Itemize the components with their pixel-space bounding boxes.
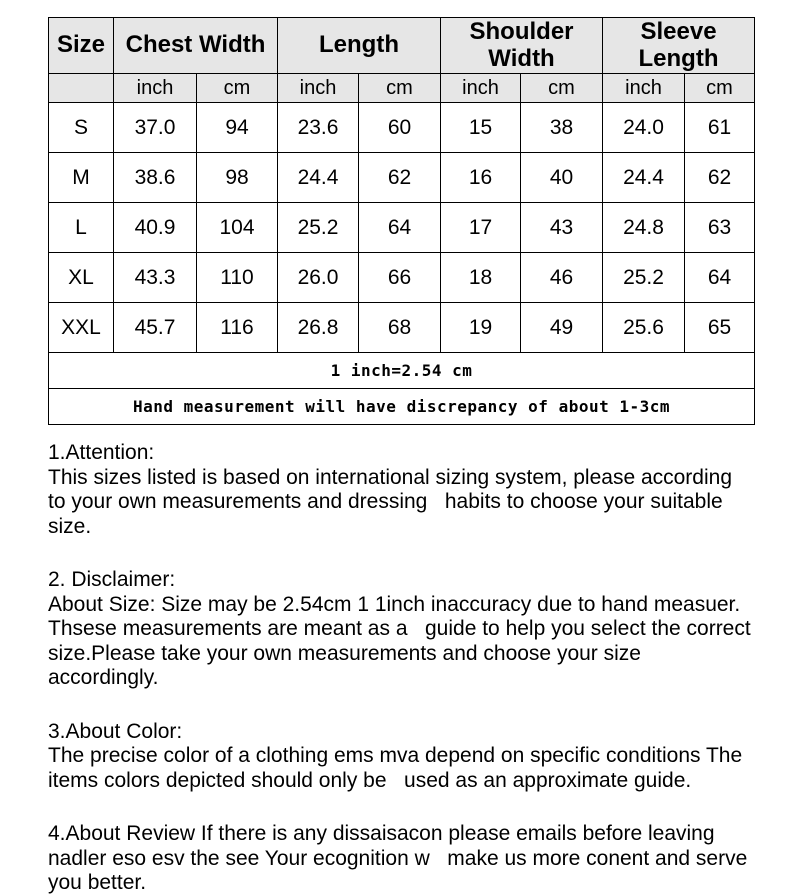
size-cell: XL [49, 253, 114, 303]
unit-cell-inch: inch [278, 74, 359, 103]
note-body: The precise color of a clothing ems mva depend on specific conditions The items colors depicted should only be used as an approximate guide. [48, 744, 749, 792]
measurement-cell: 24.8 [603, 203, 685, 253]
unit-cell-cm: cm [197, 74, 278, 103]
note-heading: 1.Attention: [48, 441, 155, 464]
table-row [49, 253, 755, 303]
unit-cell-cm: cm [359, 74, 441, 103]
table-row [49, 153, 755, 203]
measurement-cell: 18 [441, 253, 521, 303]
measurement-cell: 110 [197, 253, 278, 303]
header-cell-sleeve-length: Sleeve Length [603, 18, 755, 74]
header-cell-size: Size [49, 18, 114, 74]
unit-cell-inch: inch [603, 74, 685, 103]
measurement-cell: 66 [359, 253, 441, 303]
measurement-cell: 26.8 [278, 303, 359, 353]
measurement-cell: 64 [685, 253, 755, 303]
measurement-cell: 43 [521, 203, 603, 253]
measurement-cell: 17 [441, 203, 521, 253]
measurement-cell: 24.4 [278, 153, 359, 203]
measurement-cell: 60 [359, 103, 441, 153]
unit-cell-cm: cm [521, 74, 603, 103]
measurement-cell: 68 [359, 303, 441, 353]
note-paragraph [48, 822, 754, 896]
measurement-cell: 24.0 [603, 103, 685, 153]
header-cell-shoulder-width: Shoulder Width [441, 18, 603, 74]
footnote-tolerance: Hand measurement will have discrepancy of about 1-3cm [49, 389, 755, 425]
size-cell: M [49, 153, 114, 203]
header-cell-empty [49, 74, 114, 103]
measurement-cell: 104 [197, 203, 278, 253]
note-body: About Size: Size may be 2.54cm 1 1inch inaccuracy due to hand measuer. Thsese measurements are meant as a guide to help you select the correct size.Please take your own measurements and choose your size accordingly. [48, 592, 757, 689]
footnote-row-tolerance [49, 389, 755, 425]
size-chart-table [48, 17, 755, 425]
header-row-units [49, 74, 755, 103]
measurement-cell: 49 [521, 303, 603, 353]
size-cell: S [49, 103, 114, 153]
table-body [49, 103, 755, 353]
measurement-cell: 38.6 [114, 153, 197, 203]
measurement-cell: 19 [441, 303, 521, 353]
table-row [49, 303, 755, 353]
measurement-cell: 23.6 [278, 103, 359, 153]
measurement-cell: 26.0 [278, 253, 359, 303]
table-row [49, 103, 755, 153]
measurement-cell: 15 [441, 103, 521, 153]
measurement-cell: 40.9 [114, 203, 197, 253]
notes-section [48, 441, 757, 896]
header-cell-length: Length [278, 18, 441, 74]
header-row-groups [49, 18, 755, 74]
note-body: 4.About Review If there is any dissaisacon please emails before leaving nadler eso esv the see Your ecognition w make us more conent and serve you better. [48, 822, 754, 894]
unit-cell-cm: cm [685, 74, 755, 103]
note-paragraph [48, 441, 754, 539]
measurement-cell: 46 [521, 253, 603, 303]
table-row [49, 203, 755, 253]
measurement-cell: 37.0 [114, 103, 197, 153]
measurement-cell: 61 [685, 103, 755, 153]
measurement-cell: 24.4 [603, 153, 685, 203]
measurement-cell: 25.2 [278, 203, 359, 253]
note-heading: 2. Disclaimer: [48, 568, 176, 591]
measurement-cell: 63 [685, 203, 755, 253]
footnote-row-conversion [49, 353, 755, 389]
note-paragraph [48, 720, 754, 794]
measurement-cell: 94 [197, 103, 278, 153]
measurement-cell: 116 [197, 303, 278, 353]
measurement-cell: 65 [685, 303, 755, 353]
measurement-cell: 62 [685, 153, 755, 203]
measurement-cell: 38 [521, 103, 603, 153]
unit-cell-inch: inch [441, 74, 521, 103]
table-header [49, 18, 755, 103]
note-body: This sizes listed is based on international sizing system, please according to your own measurements and dressing habits to choose your suitable size. [48, 465, 738, 538]
header-cell-chest-width: Chest Width [114, 18, 278, 74]
measurement-cell: 64 [359, 203, 441, 253]
size-cell: XXL [49, 303, 114, 353]
measurement-cell: 25.6 [603, 303, 685, 353]
size-cell: L [49, 203, 114, 253]
measurement-cell: 43.3 [114, 253, 197, 303]
measurement-cell: 25.2 [603, 253, 685, 303]
footnote-conversion: 1 inch=2.54 cm [49, 353, 755, 389]
note-heading: 3.About Color: [48, 719, 183, 743]
note-paragraph [48, 568, 757, 691]
unit-cell-inch: inch [114, 74, 197, 103]
measurement-cell: 40 [521, 153, 603, 203]
measurement-cell: 62 [359, 153, 441, 203]
measurement-cell: 98 [197, 153, 278, 203]
measurement-cell: 16 [441, 153, 521, 203]
measurement-cell: 45.7 [114, 303, 197, 353]
